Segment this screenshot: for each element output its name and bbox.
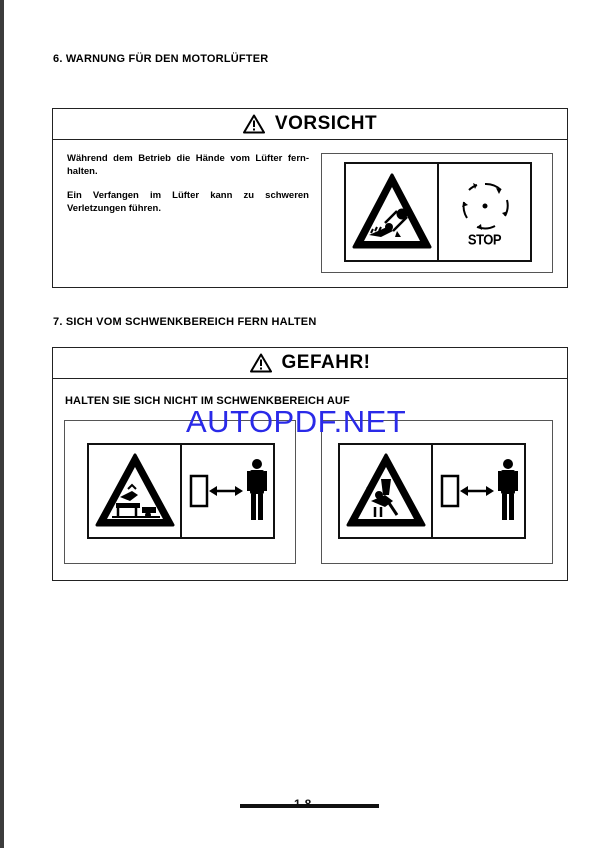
page-left-border [0,0,4,848]
caution-paragraph-2: Ein Verfangen im Lüfter kann zu schweren Verletzungen führen. [67,190,309,214]
crush-hazard-cell-left [89,445,180,537]
caution-signal-word: VORSICHT [274,113,378,134]
watermark-link[interactable]: AUTOPDF.NET [186,404,407,439]
crush-hazard-icon [94,451,176,531]
warning-triangle-icon [243,114,265,134]
section-7-heading: 7. SICH VOM SCHWENKBEREICH FERN HALTEN [53,316,317,328]
danger-instruction: HALTEN SIE SICH NICHT IM SCHWENKBEREICH AUF [65,395,350,407]
caution-panel [52,108,568,288]
warning-triangle-icon [250,353,272,373]
swing-label-left-frame [87,443,275,539]
keep-distance-icon [436,456,522,526]
crush-hazard-icon [345,451,427,531]
swing-area-label-right [321,420,553,564]
section-6-heading: 6. WARNUNG FÜR DEN MOTORLÜFTER [53,53,269,65]
person-icon [247,459,267,520]
danger-panel [52,347,568,581]
crush-hazard-cell-right [340,445,431,537]
keep-distance-cell-right [431,445,524,537]
danger-signal-word: GEFAHR! [281,352,371,373]
page-number: 1-8 [294,797,312,811]
fan-stop-cell [437,164,530,260]
caution-title-bar [53,109,567,140]
stop-label: STOP [467,230,502,248]
caution-paragraph-1: Während dem Betrieb die Hände vom Lüfter fern-halten. [67,153,309,177]
fan-hazard-cell [346,164,437,260]
person-icon [498,459,518,520]
danger-title-bar [53,348,567,379]
swing-area-label-left [64,420,296,564]
fan-label-frame [344,162,532,262]
keep-distance-cell-left [180,445,273,537]
rotating-fan-stop-icon [455,178,515,234]
swing-label-right-frame [338,443,526,539]
fan-safety-label [321,153,553,273]
fan-entanglement-icon [351,171,433,253]
keep-distance-icon [185,456,271,526]
